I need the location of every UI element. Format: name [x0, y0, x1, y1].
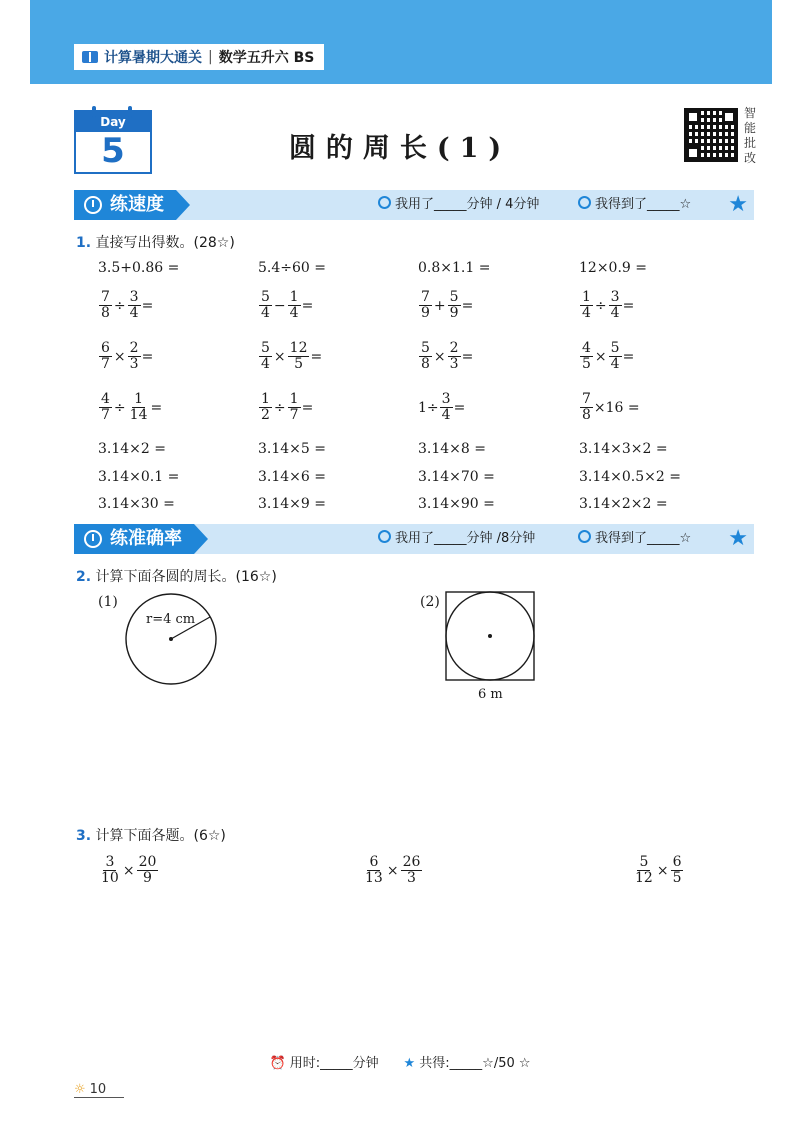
- expr-7-1: 3.14×30 =: [98, 496, 175, 512]
- expr-1-2: 5.4÷60 =: [258, 260, 326, 276]
- expr-2-2: $\frac{5}{4}$ − $\frac{1}{4}$ =: [261, 289, 314, 321]
- qr-code-icon[interactable]: [684, 108, 738, 162]
- alarm-clock-icon: ⏰: [269, 1056, 286, 1071]
- series-title: 计算暑期大通关: [104, 50, 202, 66]
- calendar-ring-icon: [92, 106, 96, 118]
- expr-1-4: 12×0.9 =: [579, 260, 647, 276]
- expr-1-3: 0.8×1.1 =: [418, 260, 491, 276]
- star-icon: ★: [728, 192, 748, 217]
- check-icon: [578, 196, 591, 209]
- expr-4-4: $\frac{7}{8}$ ×16 =: [582, 391, 640, 423]
- expr-4-2: $\frac{1}{2}$ ÷ $\frac{1}{7}$ =: [261, 391, 314, 423]
- figure-2-square-circle: [440, 588, 540, 704]
- footer-total: 共得:_____☆/50 ☆: [419, 1056, 531, 1071]
- expr-2-4: $\frac{1}{4}$ ÷ $\frac{3}{4}$ =: [582, 289, 635, 321]
- expr-5-2: 3.14×5 =: [258, 441, 326, 457]
- expr-6-3: 3.14×70 =: [418, 469, 495, 485]
- expr-5-1: 3.14×2 =: [98, 441, 166, 457]
- check-icon: [578, 530, 591, 543]
- section-bar-speed: [74, 190, 754, 220]
- expr-2-3: $\frac{7}{9}$ + $\frac{5}{9}$ =: [421, 289, 474, 321]
- expr-7-4: 3.14×2×2 =: [579, 496, 668, 512]
- clock-icon: [378, 196, 391, 209]
- figure-1-label: (1): [98, 594, 118, 610]
- q3-expr-3: $\frac{5}{12}$ × $\frac{6}{5}$: [635, 854, 682, 886]
- score-got: 我得到了_____☆: [578, 524, 691, 554]
- side-label: 6 m: [478, 687, 503, 702]
- q3-expr-1: $\frac{3}{10}$ × $\frac{20}{9}$: [101, 854, 157, 886]
- section-label-speed: 练速度: [74, 190, 176, 220]
- expr-1-1: 3.5+0.86 =: [98, 260, 180, 276]
- calendar-ring-icon: [128, 106, 132, 118]
- book-icon: [82, 51, 98, 63]
- question-1-title: 1. 直接写出得数。(28☆): [76, 235, 235, 251]
- radius-label: r=4 cm: [146, 612, 196, 627]
- score-got: 我得到了_____☆: [578, 190, 691, 220]
- qr-caption: 智能批改: [744, 106, 757, 165]
- expr-6-4: 3.14×0.5×2 =: [579, 469, 681, 485]
- day-label: Day: [76, 112, 150, 132]
- star-icon: ★: [403, 1056, 416, 1071]
- expr-7-2: 3.14×9 =: [258, 496, 326, 512]
- expr-6-2: 3.14×6 =: [258, 469, 326, 485]
- header-band: [30, 0, 772, 84]
- expr-3-1: $\frac{6}{7}$ × $\frac{2}{3}$ =: [101, 340, 154, 372]
- figure-2-label: (2): [420, 594, 440, 610]
- qr-finder-icon: [722, 110, 736, 124]
- target-icon: [84, 530, 102, 548]
- figure-1-circle: [120, 588, 224, 692]
- expr-6-1: 3.14×0.1 =: [98, 469, 180, 485]
- expr-3-4: $\frac{4}{5}$ × $\frac{5}{4}$ =: [582, 340, 635, 372]
- footer-summary: [0, 1052, 800, 1071]
- header-tag: [74, 44, 324, 70]
- qr-finder-icon: [686, 110, 700, 124]
- time-used: 我用了_____分钟 / 4分钟: [378, 190, 539, 220]
- subject-title: 数学五升六 BS: [218, 50, 315, 66]
- expr-5-4: 3.14×3×2 =: [579, 441, 668, 457]
- time-used: 我用了_____分钟 /8分钟: [378, 524, 535, 554]
- expr-4-3: 1÷ $\frac{3}{4}$ =: [418, 391, 466, 423]
- question-2-title: 2. 计算下面各圆的周长。(16☆): [76, 569, 277, 585]
- clock-icon: [378, 530, 391, 543]
- qr-finder-icon: [686, 146, 700, 160]
- expr-7-3: 3.14×90 =: [418, 496, 495, 512]
- expr-3-3: $\frac{5}{8}$ × $\frac{2}{3}$ =: [421, 340, 474, 372]
- question-3-title: 3. 计算下面各题。(6☆): [76, 828, 226, 844]
- footer-time: 用时:_____分钟: [289, 1056, 379, 1071]
- day-number: 5: [101, 131, 125, 171]
- expr-3-2: $\frac{5}{4}$ × $\frac{12}{5}$ =: [261, 340, 323, 372]
- stopwatch-icon: [84, 196, 102, 214]
- page-title: 圆的周长(1): [288, 133, 512, 164]
- expr-5-3: 3.14×8 =: [418, 441, 486, 457]
- header-divider: |: [208, 49, 213, 65]
- expr-4-1: $\frac{4}{7}$ ÷ $\frac{1}{14}$ =: [101, 391, 163, 423]
- section-label-accuracy: 练准确率: [74, 524, 194, 554]
- sun-icon: ☼: [74, 1082, 86, 1097]
- section-bar-accuracy: [74, 524, 754, 554]
- q3-expr-2: $\frac{6}{13}$ × $\frac{26}{3}$: [365, 854, 421, 886]
- page-number: ☼ 10: [74, 1082, 124, 1098]
- star-icon: ★: [728, 526, 748, 551]
- expr-2-1: $\frac{7}{8}$ ÷ $\frac{3}{4}$ =: [101, 289, 154, 321]
